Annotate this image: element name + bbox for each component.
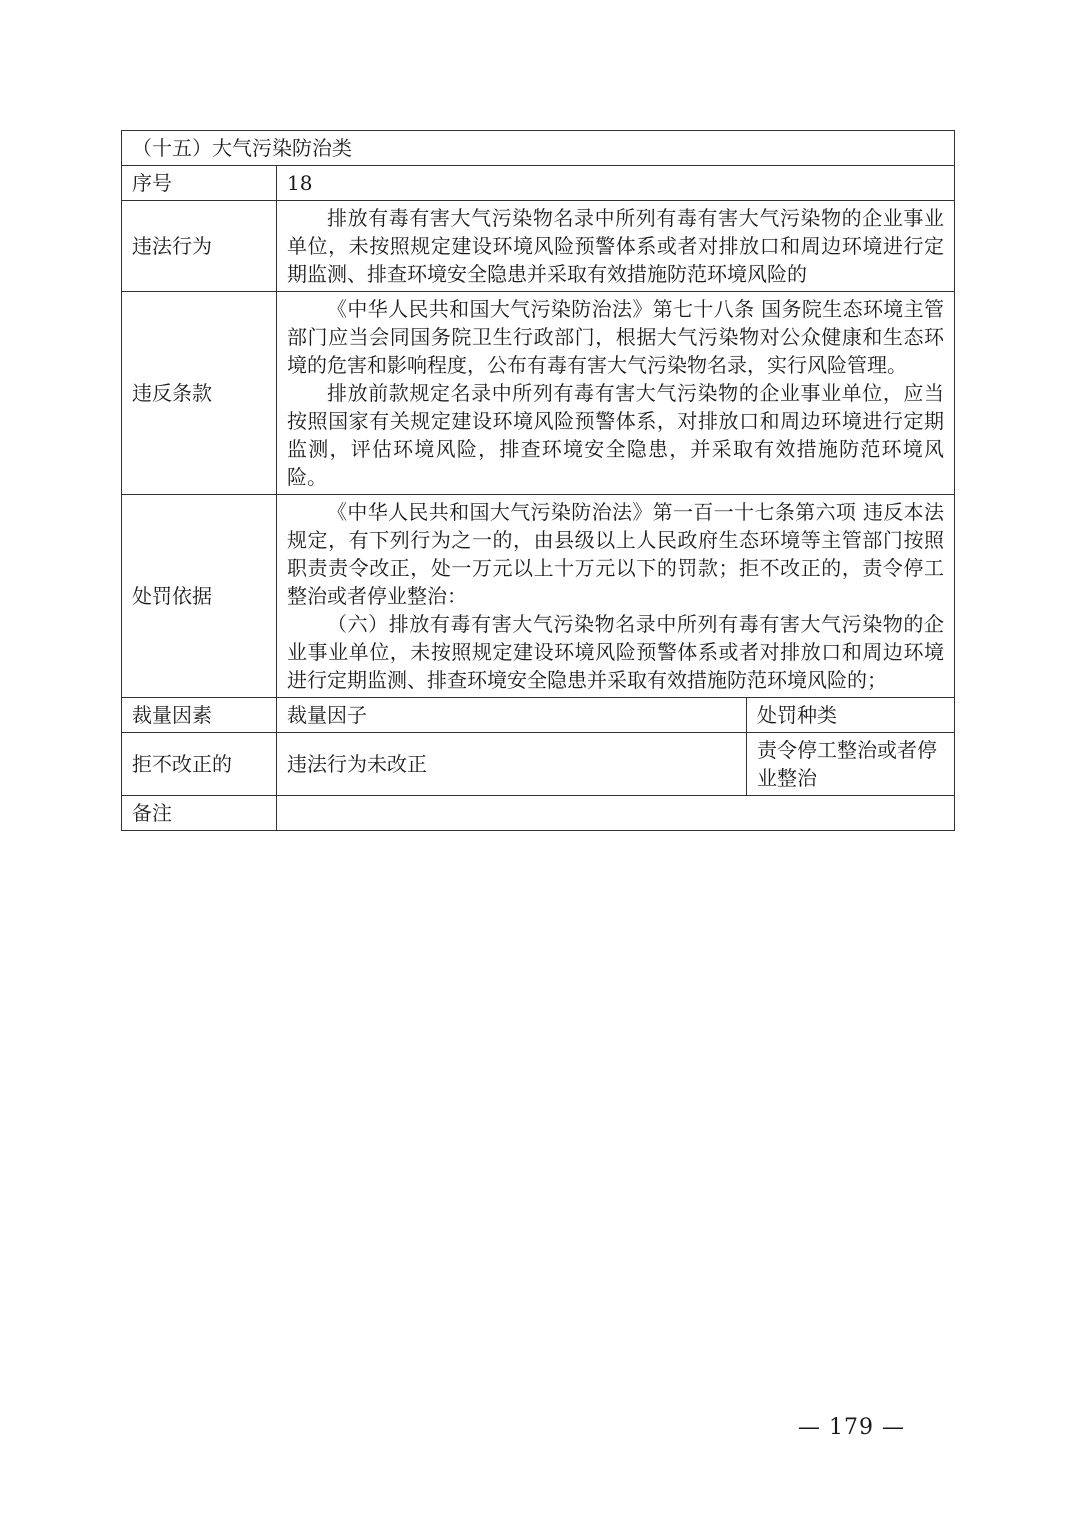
page-number: — 179 — <box>798 1415 905 1440</box>
section-title: （十五）大气污染防治类 <box>122 131 955 166</box>
seq-value: 18 <box>277 166 955 201</box>
violated-clause-paragraph: 《中华人民共和国大气污染防治法》第七十八条 国务院生态环境主管部门应当会同国务院卫生行政部门，根据大气污染物对公众健康和生态环境的危害和影响程度，公布有毒有害大气污染物名录，实行风险管理。 <box>287 297 945 377</box>
discretion-label: 裁量因素 <box>122 698 277 733</box>
penalty-standard-table <box>121 130 955 831</box>
seq-row <box>122 166 955 201</box>
refusal-factor: 违法行为未改正 <box>277 733 747 796</box>
penalty-type-header: 处罚种类 <box>747 698 955 733</box>
violation-label: 违法行为 <box>122 201 277 292</box>
section-title-row <box>122 131 955 166</box>
penalty-basis-label: 处罚依据 <box>122 495 277 698</box>
remarks-row <box>122 796 955 831</box>
remarks-label: 备注 <box>122 796 277 831</box>
violated-clause-label: 违反条款 <box>122 292 277 495</box>
penalty-basis-row <box>122 495 955 698</box>
violation-cell <box>277 201 955 292</box>
violation-row <box>122 201 955 292</box>
discretion-header-row <box>122 698 955 733</box>
refusal-penalty-type: 责令停工整治或者停业整治 <box>747 733 955 796</box>
penalty-basis-cell <box>277 495 955 698</box>
violated-clause-paragraph: 排放前款规定名录中所列有毒有害大气污染物的企业事业单位，应当按照国家有关规定建设环境风险预警体系，对排放口和周边环境进行定期监测，评估环境风险，排查环境安全隐患，并采取有效措施防范环境风险。 <box>287 381 945 489</box>
refusal-row <box>122 733 955 796</box>
discretion-factor-header: 裁量因子 <box>277 698 747 733</box>
violated-clause-row <box>122 292 955 495</box>
violated-clause-cell <box>277 292 955 495</box>
violation-text: 排放有毒有害大气污染物名录中所列有毒有害大气污染物的企业事业单位，未按照规定建设环境风险预警体系或者对排放口和周边环境进行定期监测、排查环境安全隐患并采取有效措施防范环境风险的 <box>287 206 945 286</box>
penalty-basis-paragraph: 《中华人民共和国大气污染防治法》第一百一十七条第六项 违反本法规定，有下列行为之一的，由县级以上人民政府生态环境等主管部门按照职责责令改正，处一万元以上十万元以下的罚款；拒不改正的，责令停工整治或者停业整治： <box>287 500 945 608</box>
penalty-basis-paragraph: （六）排放有毒有害大气污染物名录中所列有毒有害大气污染物的企业事业单位，未按照规定建设环境风险预警体系或者对排放口和周边环境进行定期监测、排查环境安全隐患并采取有效措施防范环境风险的； <box>287 612 945 692</box>
remarks-value <box>277 796 955 831</box>
refusal-label: 拒不改正的 <box>122 733 277 796</box>
seq-label: 序号 <box>122 166 277 201</box>
